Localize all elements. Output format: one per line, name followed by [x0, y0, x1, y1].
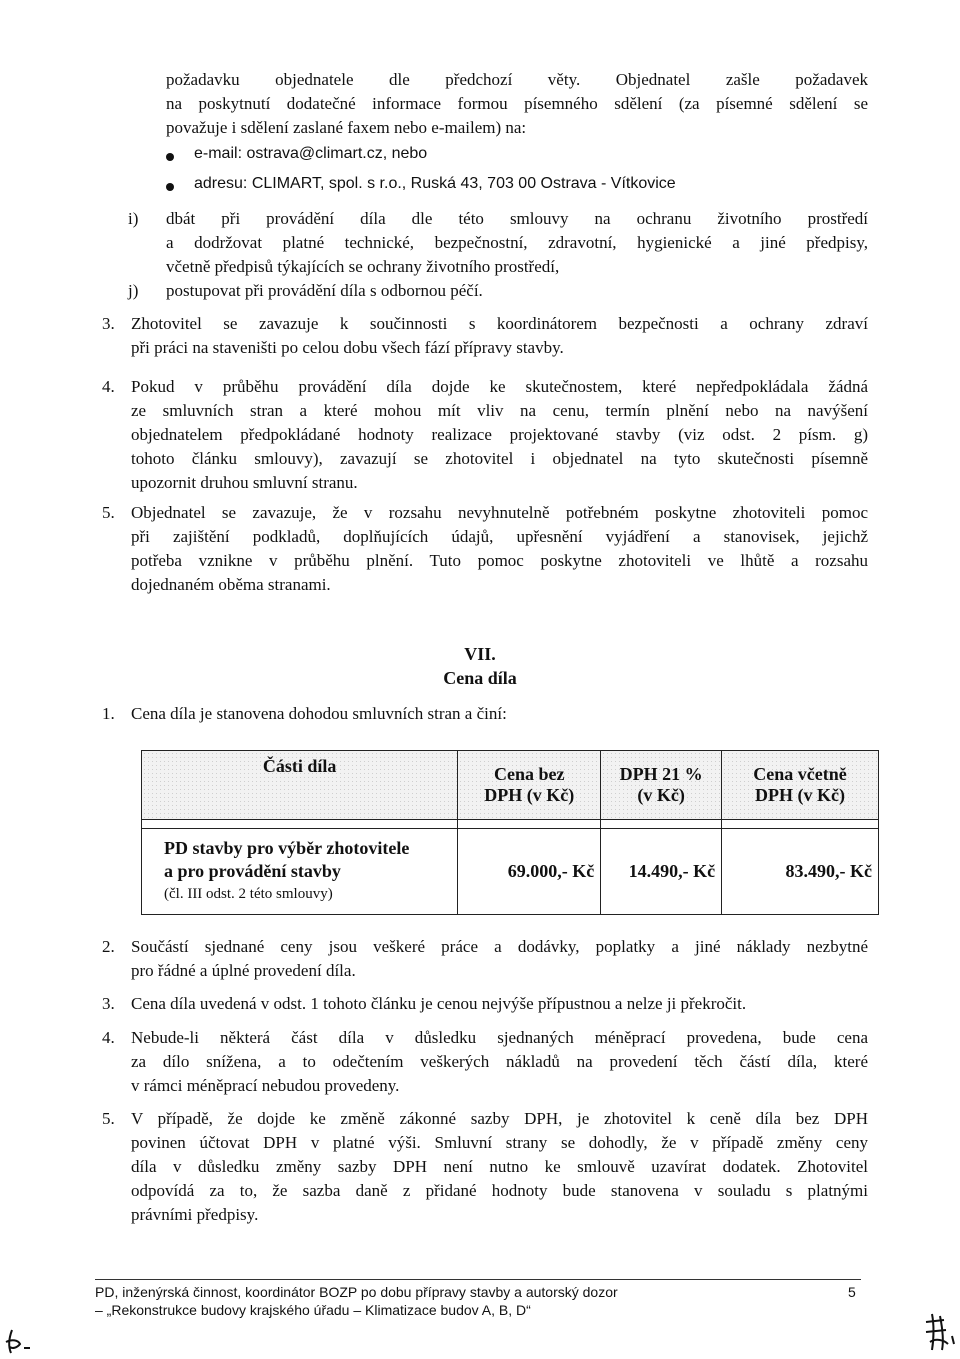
- part-name-line-1: PD stavby pro výběr zhotovitele: [164, 838, 410, 858]
- section-title: Cena díla: [443, 668, 517, 688]
- para-4-line-3: objednatelem předpokládané hodnoty realizace projektované stavby (viz odst. 2 písm. g): [131, 425, 868, 444]
- cena-5-line-4: odpovídá za to, že sazba daně z přidané hodnoty bude stanovena v souladu s platnými: [131, 1181, 868, 1200]
- cena-4-line-3: v rámci méněprací nebudou provedeny.: [131, 1076, 400, 1095]
- para-5-line-1: Objednatel se zavazuje, že v rozsahu nevyhnutelně potřebném poskytne zhotoviteli pomoc: [131, 503, 868, 522]
- header-parts: Části díla: [142, 751, 458, 820]
- footer-line-2: – „Rekonstrukce budovy krajského úřadu – Klimatizace budov A, B, D“: [95, 1302, 531, 1318]
- total-cell: 83.490,- Kč: [722, 829, 879, 915]
- table-row: [142, 829, 879, 915]
- bullet-icon: [166, 183, 174, 191]
- part-name-line-2: a pro provádění stavby: [164, 861, 341, 881]
- section-numeral: VII.: [464, 644, 496, 664]
- vat-cell: 14.490,- Kč: [601, 829, 722, 915]
- cena-5-line-3: díla v důsledku změny sazby DPH není nutno ke smlouvě uzavírat dodatek. Zhotovitel: [131, 1157, 868, 1176]
- intro-line-3: považuje i sdělení zaslané faxem nebo e-mailem) na:: [166, 118, 527, 137]
- cena-2-number: 2.: [102, 937, 115, 956]
- cena-4-line-2: za dílo snížena, a to odečtením veškerých nákladů na provedení těch částí díla, které: [131, 1052, 868, 1071]
- para-5-line-2: při zajištění podkladů, doplňujících údajů, upřesnění vyjádření a stanovisek, jejichž: [131, 527, 868, 546]
- para-3-number: 3.: [102, 314, 115, 333]
- item-i-line-1: dbát při provádění díla dle této smlouvy na ochranu životního prostředí: [166, 209, 868, 228]
- cena-3-number: 3.: [102, 994, 115, 1013]
- item-i-line-2: a dodržovat platné technické, bezpečnostní, zdravotní, hygienické a jiné předpisy,: [166, 233, 868, 252]
- footer-line-1: PD, inženýrská činnost, koordinátor BOZP po dobu přípravy stavby a autorský dozor: [95, 1284, 618, 1300]
- cena-5-line-1: V případě, že dojde ke změně zákonné sazby DPH, je zhotovitel k ceně díla bez DPH: [131, 1109, 868, 1128]
- header-price: Cena bez DPH (v Kč): [458, 751, 601, 820]
- part-name-cell: [142, 829, 458, 915]
- handwritten-initial-right: [922, 1310, 958, 1354]
- item-j-text: postupovat při provádění díla s odbornou péčí.: [166, 281, 483, 300]
- intro-line-1: požadavku objednatele dle předchozí věty. Objednatel zašle požadavek: [166, 70, 868, 89]
- para-3-line-2: při práci na staveništi po celou dobu všech fází přípravy stavby.: [131, 338, 564, 357]
- item-i-label: i): [128, 209, 139, 228]
- para-4-line-1: Pokud v průběhu provádění díla dojde ke skutečnostem, které nepředpokládala žádná: [131, 377, 868, 396]
- handwritten-initial-left: [2, 1326, 38, 1356]
- cena-5-number: 5.: [102, 1109, 115, 1128]
- part-name-line-3: (čl. III odst. 2 této smlouvy): [164, 886, 333, 902]
- email-bullet: e-mail: ostrava@climart.cz, nebo: [194, 145, 428, 162]
- item-j-label: j): [128, 281, 139, 300]
- table-header-row: [142, 751, 879, 820]
- cena-4-line-1: Nebude-li některá část díla v důsledku sjednaných méněprací provedena, bude cena: [131, 1028, 868, 1047]
- cena-3-text: Cena díla uvedená v odst. 1 tohoto článku je cenou nejvýše přípustnou a nelze ji překročit.: [131, 994, 747, 1013]
- para-4-line-4: tohoto článku smlouvy), zavazují se zhotovitel i objednatel na tyto skutečnosti písemně: [131, 449, 868, 468]
- para-5-number: 5.: [102, 503, 115, 522]
- address-bullet: adresu: CLIMART, spol. s r.o., Ruská 43, 703 00 Ostrava - Vítkovice: [194, 175, 676, 192]
- para-4-number: 4.: [102, 377, 115, 396]
- cena-2-line-1: Součástí sjednané ceny jsou veškeré práce a dodávky, poplatky a jiné náklady nezbytné: [131, 937, 868, 956]
- cena-2-line-2: pro řádné a úplné provedení díla.: [131, 961, 356, 980]
- para-5-line-4: dojednaném oběma stranami.: [131, 575, 331, 594]
- price-cell: 69.000,- Kč: [458, 829, 601, 915]
- para-4-line-2: ze smluvních stran a které mohou mít vliv na cenu, termín plnění nebo na navýšení: [131, 401, 868, 420]
- footer-rule: [95, 1279, 861, 1280]
- cena-1-text: Cena díla je stanovena dohodou smluvních stran a činí:: [131, 704, 507, 723]
- intro-line-2: na poskytnutí dodatečné informace formou písemného sdělení (za písemné sdělení se: [166, 94, 868, 113]
- cena-5-line-2: povinen účtovat DPH v platné výši. Smluvní strany se dohodly, že v případě změny ceny: [131, 1133, 868, 1152]
- item-i-line-3: včetně předpisů týkajících se ochrany životního prostředí,: [166, 257, 560, 276]
- cena-4-number: 4.: [102, 1028, 115, 1047]
- cena-1-number: 1.: [102, 704, 115, 723]
- cena-5-line-5: právními předpisy.: [131, 1205, 259, 1224]
- page-number: 5: [848, 1284, 856, 1300]
- header-vat: DPH 21 % (v Kč): [601, 751, 722, 820]
- header-total: Cena včetně DPH (v Kč): [722, 751, 879, 820]
- para-5-line-3: potřeba vznikne v průběhu plnění. Tuto pomoc poskytne zhotoviteli ve lhůtě a rozsahu: [131, 551, 868, 570]
- price-table: [141, 750, 879, 915]
- para-4-line-5: upozornit druhou smluvní stranu.: [131, 473, 358, 492]
- bullet-icon: [166, 153, 174, 161]
- para-3-line-1: Zhotovitel se zavazuje k součinnosti s koordinátorem bezpečnosti a ochrany zdraví: [131, 314, 868, 333]
